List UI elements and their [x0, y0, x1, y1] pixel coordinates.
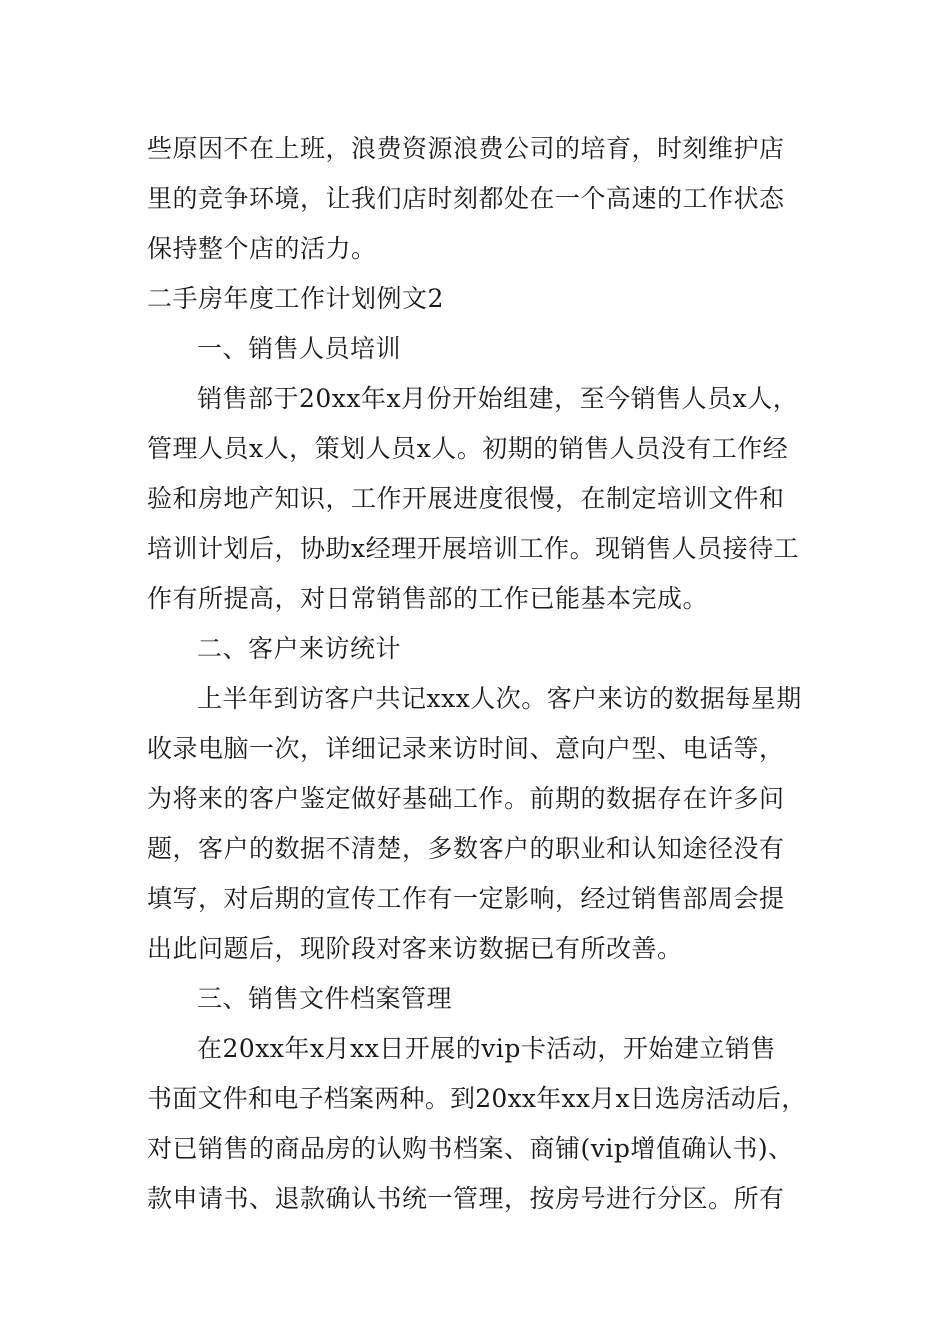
paragraph-line: 销售部于20xx年x月份开始组建，至今销售人员x人，: [197, 384, 799, 413]
paragraph-line: 收录电脑一次，详细记录来访时间、意向户型、电话等，: [147, 734, 785, 763]
paragraph-line: 题，客户的数据不清楚，多数客户的职业和认知途径没有: [147, 834, 785, 863]
paragraph-line: 保持整个店的活力。: [147, 234, 377, 263]
paragraph-line: 培训计划后，协助x经理开展培训工作。现销售人员接待工: [147, 534, 800, 563]
paragraph-line: 作有所提高，对日常销售部的工作已能基本完成。: [147, 584, 709, 613]
paragraph-line: 里的竞争环境，让我们店时刻都处在一个高速的工作状态: [147, 184, 785, 213]
paragraph-line: 对已销售的商品房的认购书档案、商铺(vip增值确认书)、: [147, 1134, 794, 1163]
heading-file-management: 三、销售文件档案管理: [197, 984, 453, 1013]
paragraph-line: 上半年到访客户共记xxx人次。客户来访的数据每星期: [197, 684, 802, 713]
paragraph-line: 填写，对后期的宣传工作有一定影响，经过销售部周会提: [147, 884, 785, 913]
paragraph-line: 些原因不在上班，浪费资源浪费公司的培育，时刻维护店: [147, 134, 785, 163]
paragraph-line: 验和房地产知识，工作开展进度很慢，在制定培训文件和: [147, 484, 785, 513]
paragraph-line: 管理人员x人，策划人员x人。初期的销售人员没有工作经: [147, 434, 789, 463]
heading-customer-visits: 二、客户来访统计: [197, 634, 402, 663]
heading-sales-training: 一、销售人员培训: [197, 334, 402, 363]
paragraph-line: 为将来的客户鉴定做好基础工作。前期的数据存在许多问: [147, 784, 785, 813]
paragraph-line: 出此问题后，现阶段对客来访数据已有所改善。: [147, 934, 683, 963]
paragraph-line: 书面文件和电子档案两种。到20xx年xx月x日选房活动后，: [147, 1084, 807, 1113]
paragraph-line: 款申请书、退款确认书统一管理，按房号进行分区。所有: [147, 1184, 785, 1213]
section-title: 二手房年度工作计划例文2: [147, 284, 444, 313]
paragraph-line: 在20xx年x月xx日开展的vip卡活动，开始建立销售: [197, 1034, 776, 1063]
